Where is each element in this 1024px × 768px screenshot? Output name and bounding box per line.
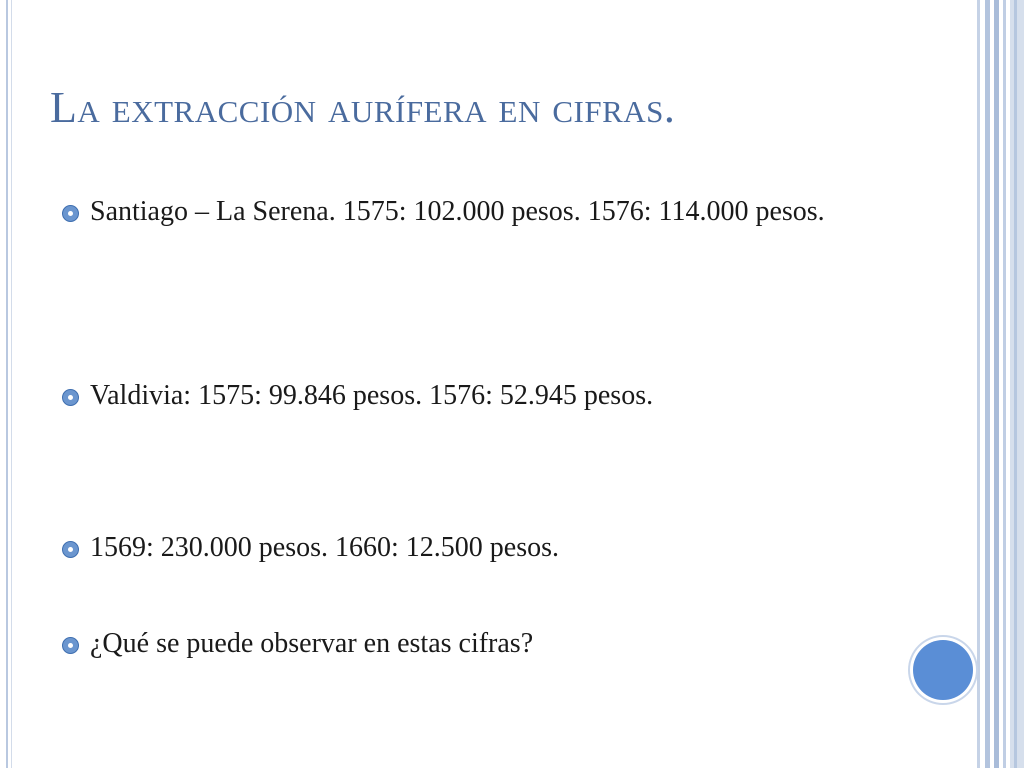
- right-frame-line: [985, 0, 990, 768]
- bullet-text: 1569: 230.000 pesos. 1660: 12.500 pesos.: [90, 532, 559, 563]
- right-frame-line: [1003, 0, 1006, 768]
- decorative-circle: [913, 640, 973, 700]
- left-frame-line: [6, 0, 8, 768]
- right-frame-line: [1014, 0, 1017, 768]
- slide-title: La extracción aurífera en cifras.: [50, 83, 676, 132]
- right-frame-line: [994, 0, 999, 768]
- bullet-circle-icon: [62, 637, 79, 654]
- bullet-text: Santiago – La Serena. 1575: 102.000 pesos. 1576: 114.000 pesos.: [90, 196, 825, 227]
- right-frame-line: [977, 0, 980, 768]
- bullet-text: ¿Qué se puede observar en estas cifras?: [90, 628, 534, 659]
- bullet-circle-icon: [62, 389, 79, 406]
- bullet-circle-icon: [62, 541, 79, 558]
- bullet-text: Valdivia: 1575: 99.846 pesos. 1576: 52.945 pesos.: [90, 380, 654, 411]
- left-frame-line-thin: [11, 0, 12, 768]
- right-frame-band: [1010, 0, 1024, 768]
- bullet-circle-icon: [62, 205, 79, 222]
